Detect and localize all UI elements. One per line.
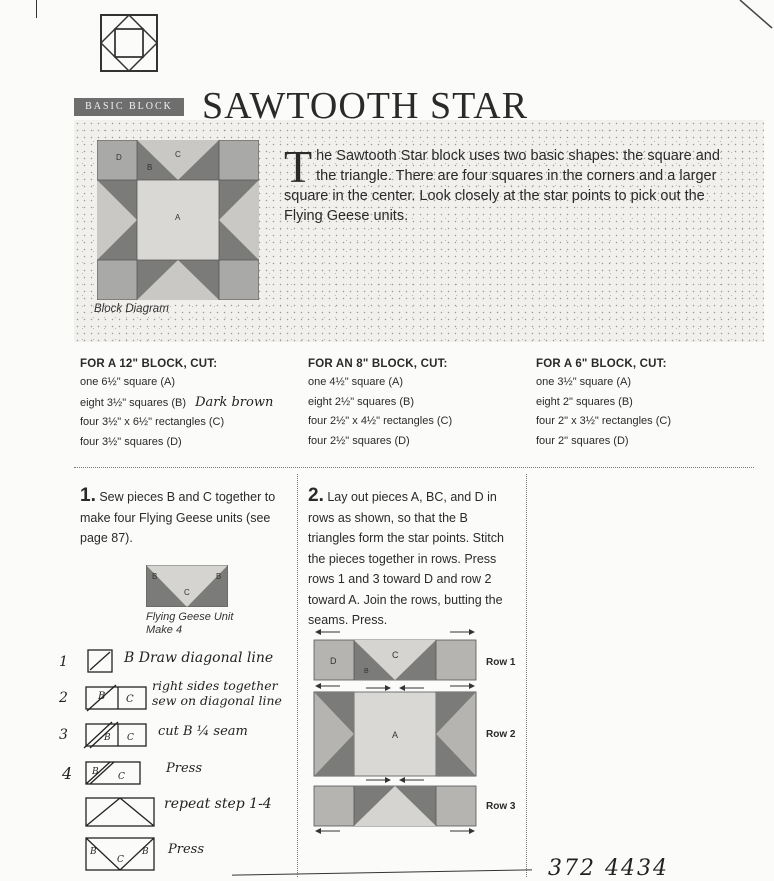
cut-line: four 2½" x 4½" rectangles (C) [308,415,453,427]
hand-sketch-3 [82,720,152,750]
cut-heading: FOR A 6" BLOCK, CUT: [536,358,667,370]
hand-step-1-text: B Draw diagonal line [124,650,274,666]
unit-label-b-right: B [216,572,222,581]
step-2-number: 2. [308,485,324,506]
hand-step-3-num: 3 [59,727,68,743]
cut-column-6 [536,358,756,451]
cut-line: eight 2" squares (B) [536,395,633,408]
intro-paragraph [284,141,736,226]
row-1-label-b: B [364,668,369,675]
page-corner-fold [734,0,774,30]
row-1-diagram [314,632,476,686]
label-c: C [175,150,181,159]
cut-line: four 2" x 3½" rectangles (C) [536,415,671,427]
hand-sketch-2 [84,683,150,713]
row-2-label: Row 2 [486,729,516,740]
handwritten-bottom-scribble [232,869,532,877]
handwritten-dark-brown: Dark brown [195,394,274,410]
hand-step-2-text: right sides together sew on diagonal line [152,678,282,708]
label-d: D [116,153,122,162]
hand-step-4-num: 4 [62,764,73,783]
row-1-label-c: C [392,650,399,660]
hand-sketch-1 [86,648,116,676]
basic-block-tag: BASIC BLOCK [74,98,184,116]
hand-step-3-text: cut B ¼ seam [158,724,248,739]
step-1-text: Sew pieces B and C together to make four Flying Geese units (see page 87). [80,490,276,545]
section-divider [74,467,754,468]
cut-line: four 3½" squares (D) [80,435,182,448]
column-divider-1 [297,474,298,877]
step-1 [80,486,290,549]
sawtooth-star-icon [100,14,158,72]
hand-sketch-6 [84,836,158,872]
cut-line: one 3½" square (A) [536,376,632,388]
sketch-6-label-c: C [117,855,124,865]
intro-text: he Sawtooth Star block uses two basic shapes: the square and the triangle. There are four squares in the corners and a larger square in the center. Look closely at the star points to pick out the Flying Geese units. [284,148,720,224]
sketch-3-label-c: C [127,733,134,743]
cut-column-12 [80,358,300,452]
hand-step-1-num: 1 [59,654,68,670]
cut-line: four 2" squares (D) [536,434,629,447]
sketch-4-label-c: C [118,772,125,782]
hand-step-6-text: Press [168,842,204,857]
flying-geese-unit [146,565,228,607]
handwritten-bottom-note: 372 4434 [548,856,669,881]
hand-sketch-4 [84,758,144,788]
sketch-4-label-b: B [92,767,99,777]
row-diagrams [310,628,480,834]
cut-line: eight 3½" squares (B) Dark brown [80,394,274,410]
sketch-2-label-b: B [98,691,106,702]
cut-line: one 6½" square (A) [80,376,176,388]
intro-dropcap: T [284,141,313,192]
row-1-label-d: D [330,656,337,666]
block-diagram-caption: Block Diagram [94,303,169,315]
cut-heading: FOR AN 8" BLOCK, CUT: [308,358,448,370]
cut-line: four 3½" x 6½" rectangles (C) [80,416,225,428]
step-2-text: Lay out pieces A, BC, and D in rows as shown, so that the B triangles form the star points. Stitch the pieces together in rows. Press rows 1 and 3 toward D and row 2 toward A. Join the rows, butting the seams. Press. [308,490,504,627]
row-1-label: Row 1 [486,657,516,668]
sketch-6-label-b-right: B [142,847,149,857]
sketch-6-label-b-left: B [90,847,97,857]
hand-sketch-5 [84,796,158,828]
cut-heading: FOR A 12" BLOCK, CUT: [80,358,218,370]
cut-line: one 4½" square (A) [308,376,404,388]
page-title: SAWTOOTH STAR [202,85,529,127]
cut-column-8 [308,358,528,451]
hand-step-2-num: 2 [59,690,68,706]
label-b: B [147,163,153,172]
row-3-diagram [314,786,476,831]
sketch-2-label-c: C [126,694,134,705]
left-margin-line [36,0,37,18]
hand-step-4-text: Press [166,761,202,776]
sketch-3-label-b: B [104,733,111,743]
hand-step-5-text: repeat step 1-4 [164,796,272,812]
row-3-label: Row 3 [486,801,516,812]
step-2 [308,486,513,631]
cut-line: four 2½" squares (D) [308,434,410,447]
unit-label-c: C [184,588,190,597]
row-2-label-a: A [392,730,399,740]
row-2-diagram [314,688,476,780]
block-diagram [97,140,259,300]
cut-line: eight 2½" squares (B) [308,395,415,408]
step-1-number: 1. [80,485,96,506]
flying-geese-caption: Flying Geese Unit Make 4 [146,611,234,636]
column-divider-2 [526,474,527,877]
unit-label-b-left: B [152,572,158,581]
label-a: A [175,213,181,222]
